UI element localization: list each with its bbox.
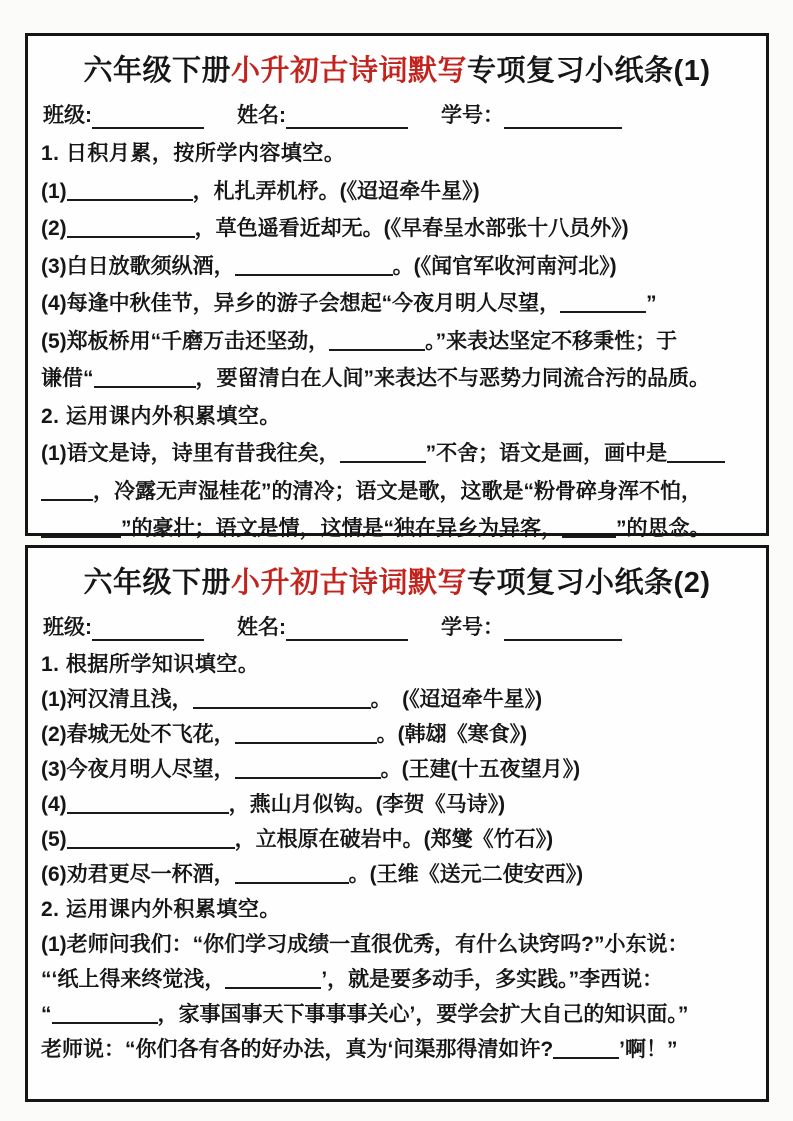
worksheet-line <box>41 787 753 822</box>
line-text: (2)春城无处不飞花， <box>41 723 235 746</box>
fill-in-blank <box>193 686 371 709</box>
fill-in-blank <box>41 478 93 501</box>
fill-in-blank <box>225 966 321 989</box>
line-text: 1. 根据所学知识填空。 <box>41 653 260 676</box>
line-text: (1)河汉清且浅， <box>41 688 193 711</box>
worksheet-line <box>41 1032 753 1067</box>
line-text: ’啊！” <box>619 1038 678 1061</box>
student-field-0 <box>43 611 204 641</box>
card-title-pre: 六年级下册 <box>83 55 232 87</box>
card-title-highlight: 小升初古诗词默写 <box>231 55 468 87</box>
worksheet-line <box>41 857 753 892</box>
line-text: 。(《闻官军收河南河北》) <box>392 254 617 278</box>
line-text: (3)白日放歌须纵酒， <box>41 254 235 278</box>
line-text: (3)今夜月明人尽望， <box>41 758 235 781</box>
line-text: “ <box>41 1003 52 1026</box>
student-field-1 <box>237 611 408 641</box>
fill-in-blank <box>329 328 425 351</box>
card-title <box>41 48 753 89</box>
line-text: 。(王建(十五夜望月》) <box>380 758 581 781</box>
card-title-pre: 六年级下册 <box>83 567 232 599</box>
fill-in-blank <box>67 791 229 814</box>
line-text: ”的豪壮；语文是情，这情是“独在异乡为异客， <box>121 517 562 540</box>
line-text: 。”来表达坚定不移秉性；于 <box>425 329 678 353</box>
worksheet-line <box>41 360 753 398</box>
field-blank <box>92 106 204 129</box>
field-blank <box>92 618 204 641</box>
worksheet-line <box>41 473 753 511</box>
field-blank <box>504 106 622 129</box>
line-text: ，札扎弄机杼。(《迢迢牵牛星》) <box>192 179 480 203</box>
worksheet-card-1 <box>25 33 769 540</box>
line-text: “‘纸上得来终觉浅， <box>41 968 226 991</box>
section-heading <box>41 398 753 436</box>
line-text: ’，就是要多动手，多实践。”李西说： <box>321 968 664 991</box>
fill-in-blank <box>41 515 121 538</box>
worksheet-line <box>41 323 753 361</box>
line-text: (5)郑板桥用“千磨万击还坚劲， <box>41 329 330 353</box>
line-text: (1)老师问我们：“你们学习成绩一直很优秀，有什么诀窍吗?”小东说： <box>41 933 689 956</box>
fill-in-blank <box>235 253 393 276</box>
section-heading <box>41 135 753 173</box>
worksheet-line <box>41 717 753 752</box>
field-blank <box>504 618 622 641</box>
field-blank <box>286 106 408 129</box>
line-text: ，冷露无声湿桂花”的清冷；语文是歌，这歌是“粉骨碎身浑不怕， <box>93 479 702 503</box>
field-label: 班级: <box>43 616 92 639</box>
line-text: ，家事国事天下事事事关心’，要学会扩大自己的知识面。” <box>157 1003 689 1026</box>
card-title-post: 专项复习小纸条(2) <box>467 567 711 599</box>
card-title-highlight: 小升初古诗词默写 <box>231 567 468 599</box>
line-text: 谦借“ <box>41 367 94 390</box>
worksheet-line <box>41 682 753 717</box>
line-text: ”的思念。 <box>616 517 711 540</box>
worksheet-line <box>41 435 753 473</box>
line-text: 老师说：“你们各有各的好办法，真为‘问渠那得清如许? <box>41 1038 554 1061</box>
line-text: 2. 运用课内外积累填空。 <box>41 898 281 921</box>
student-field-2 <box>441 611 622 641</box>
line-text: ”不舍；语文是画，画中是 <box>425 442 668 465</box>
card-title <box>41 560 753 601</box>
line-text: (2) <box>41 217 67 240</box>
field-label: 学号： <box>441 616 504 639</box>
worksheet-line <box>41 210 753 248</box>
section-heading <box>41 892 753 927</box>
fill-in-blank <box>235 861 349 884</box>
fill-in-blank <box>340 440 426 463</box>
worksheet-line <box>41 248 753 286</box>
fill-in-blank <box>94 365 196 388</box>
card-title-post: 专项复习小纸条(1) <box>467 55 711 87</box>
fill-in-blank <box>553 1036 619 1059</box>
fill-in-blank <box>52 1001 158 1024</box>
line-text: (1)语文是诗，诗里有昔我往矣， <box>41 442 340 465</box>
worksheet-line <box>41 927 753 962</box>
line-text: ，立根原在破岩中。(郑燮《竹石》) <box>234 828 554 851</box>
fill-in-blank <box>67 826 235 849</box>
student-fields-row <box>43 99 753 129</box>
field-label: 学号： <box>441 104 504 127</box>
line-text: 1. 日积月累，按所学内容填空。 <box>41 142 346 165</box>
line-text: 。(韩翃《寒食》) <box>376 723 528 746</box>
fill-in-blank <box>67 215 195 238</box>
worksheet-line <box>41 822 753 857</box>
field-label: 班级: <box>43 104 92 127</box>
line-text: 。 (《迢迢牵牛星》) <box>370 688 543 711</box>
student-field-1 <box>237 99 408 129</box>
card-body <box>41 135 753 548</box>
section-heading <box>41 647 753 682</box>
line-text: 2. 运用课内外积累填空。 <box>41 404 281 428</box>
worksheet-line <box>41 752 753 787</box>
field-label: 姓名: <box>237 616 286 639</box>
student-field-0 <box>43 99 204 129</box>
worksheet-card-2 <box>25 545 769 1102</box>
line-text: ” <box>646 292 657 315</box>
worksheet-line <box>41 285 753 323</box>
fill-in-blank <box>235 721 377 744</box>
line-text: 。(王维《送元二使安西》) <box>348 863 584 886</box>
line-text: (6)劝君更尽一杯酒， <box>41 863 235 886</box>
line-text: ，草色遥看近却无。(《早春呈水部张十八员外》) <box>194 217 629 240</box>
fill-in-blank <box>560 290 646 313</box>
line-text: (4)每逢中秋佳节，异乡的游子会想起“今夜月明人尽望， <box>41 292 561 315</box>
fill-in-blank <box>235 756 381 779</box>
field-blank <box>286 618 408 641</box>
line-text: (4) <box>41 793 67 816</box>
worksheet-line <box>41 997 753 1032</box>
line-text: (5) <box>41 828 67 851</box>
line-text: ，燕山月似钩。(李贺《马诗》) <box>228 793 506 816</box>
fill-in-blank <box>667 440 725 463</box>
worksheet-line <box>41 510 753 548</box>
fill-in-blank <box>67 178 193 201</box>
field-label: 姓名: <box>237 104 286 127</box>
student-fields-row <box>43 611 753 641</box>
line-text: ，要留清白在人间”来表达不与恶势力同流合污的品质。 <box>195 367 710 390</box>
card-body <box>41 647 753 1067</box>
fill-in-blank <box>562 515 616 538</box>
worksheet-line <box>41 173 753 211</box>
student-field-2 <box>441 99 622 129</box>
line-text: (1) <box>41 179 67 203</box>
worksheet-line <box>41 962 753 997</box>
